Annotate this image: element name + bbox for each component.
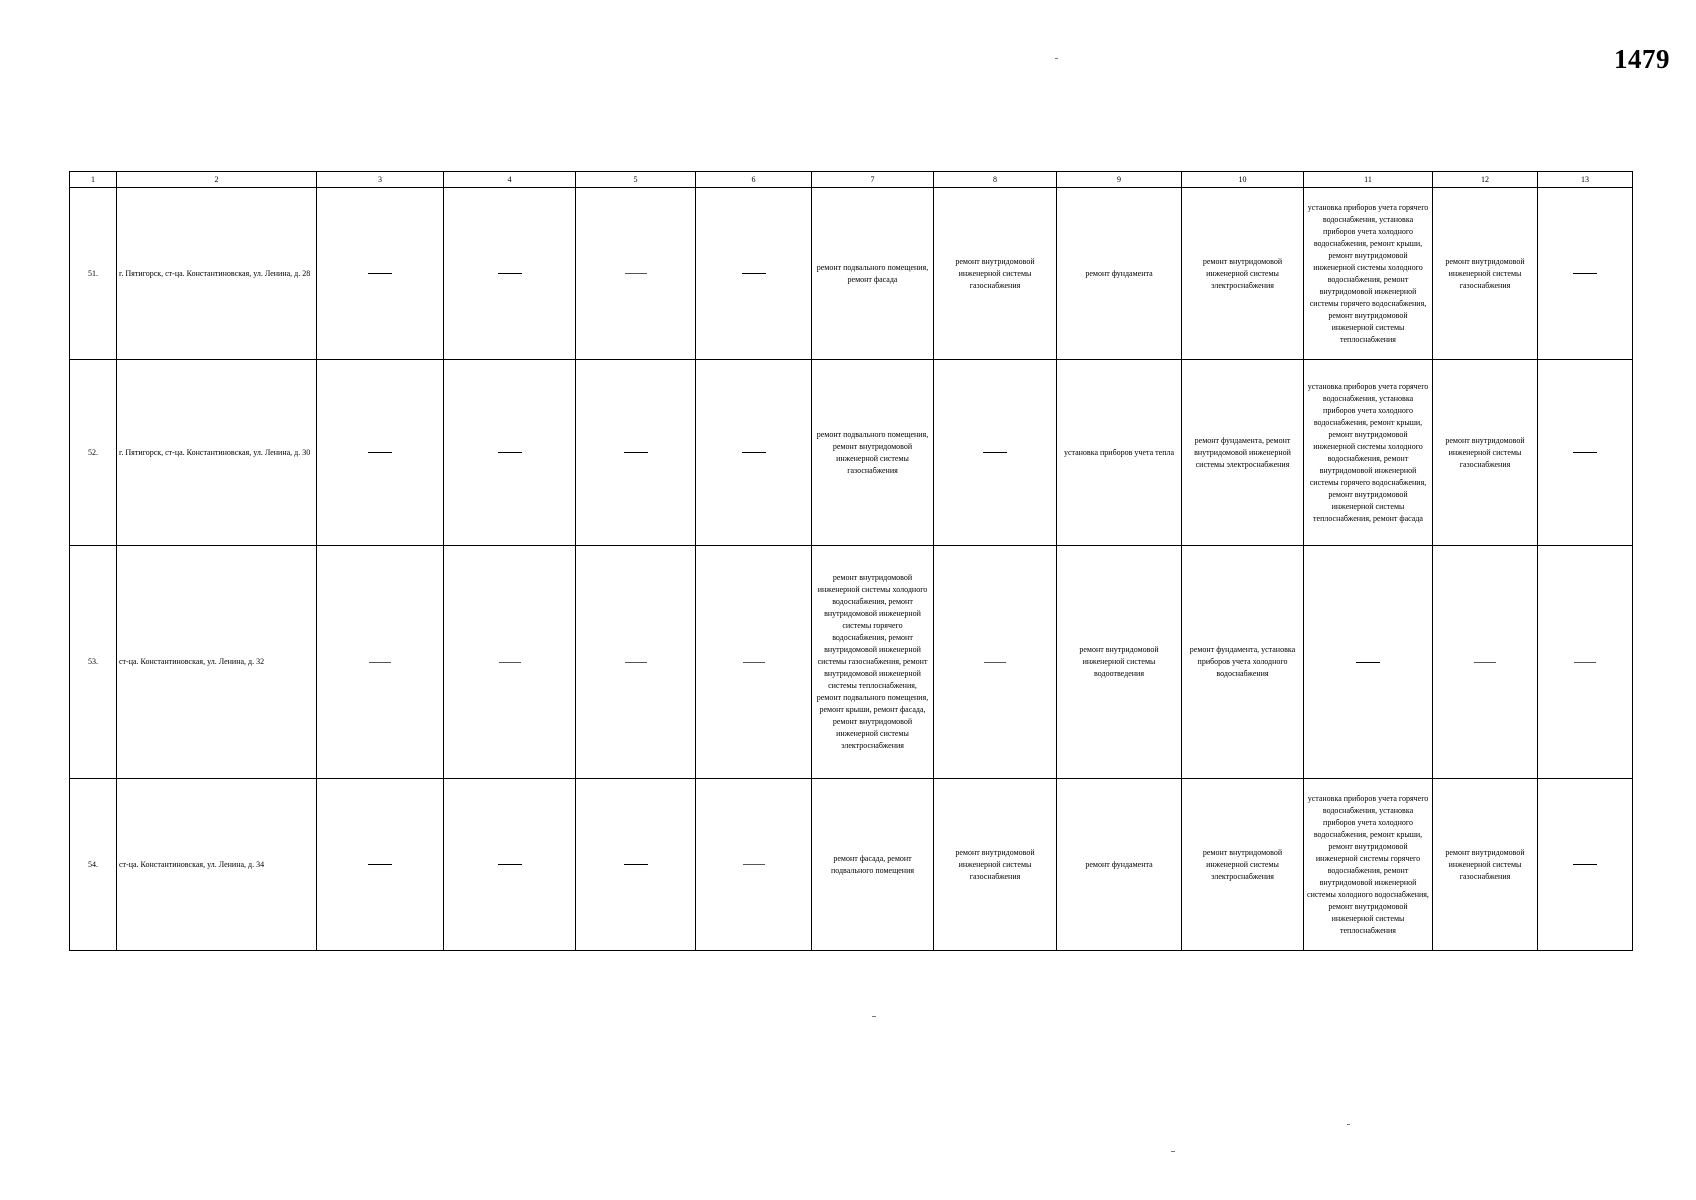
row-number: 54. [70,779,117,951]
empty-cell [444,188,576,360]
column-header: 4 [444,172,576,188]
dash-mark [369,662,391,663]
column-header: 10 [1182,172,1304,188]
work-cell: ремонт внутридомовой инженерной системы газоснабжения [934,779,1057,951]
dash-mark [499,662,521,663]
column-header: 12 [1433,172,1538,188]
work-cell: ремонт фундамента [1057,779,1182,951]
empty-cell [696,779,812,951]
scan-speck [872,1016,876,1017]
table-row [70,360,1633,546]
empty-cell [1538,360,1633,546]
row-number: 52. [70,360,117,546]
work-cell: ремонт внутридомовой инженерной системы водоотведения [1057,546,1182,779]
table-row [70,546,1633,779]
work-cell: ремонт внутридомовой инженерной системы газоснабжения [934,188,1057,360]
work-cell: ремонт фасада, ремонт подвального помещения [812,779,934,951]
column-header: 3 [317,172,444,188]
address-cell: ст-ца. Константиновская, ул. Ленина, д. 34 [117,779,317,951]
empty-cell [934,546,1057,779]
work-cell: ремонт подвального помещения, ремонт внутридомовой инженерной системы газоснабжения [812,360,934,546]
empty-cell [576,188,696,360]
repair-schedule-table [69,171,1633,951]
column-header: 1 [70,172,117,188]
column-header: 8 [934,172,1057,188]
dash-mark [1356,662,1380,663]
dash-mark [743,864,765,865]
dash-mark [1574,662,1596,663]
dash-mark [1573,452,1597,453]
dash-mark [498,452,522,453]
work-cell: ремонт внутридомовой инженерной системы газоснабжения [1433,779,1538,951]
dash-mark [984,662,1006,663]
dash-mark [368,864,392,865]
empty-cell [934,360,1057,546]
work-cell: установка приборов учета горячего водоснабжения, установка приборов учета холодного водоснабжения, ремонт крыши, ремонт внутридомовой инженерной системы горячего водоснабжения, ремонт внутридомовой инженерной системы холодного водоснабжения, ремонт внутридомовой инженерной системы теплоснабжения [1304,779,1433,951]
empty-cell [317,546,444,779]
scan-speck [1055,58,1058,59]
empty-cell [696,360,812,546]
empty-cell [317,188,444,360]
scan-speck [1171,1151,1175,1152]
column-header: 2 [117,172,317,188]
empty-cell [1538,188,1633,360]
page-number: 1479 [1614,44,1670,74]
empty-cell [576,779,696,951]
address-cell: ст-ца. Константиновская, ул. Ленина, д. 32 [117,546,317,779]
dash-mark [743,662,765,663]
dash-mark [624,452,648,453]
work-cell: ремонт внутридомовой инженерной системы электроснабжения [1182,188,1304,360]
empty-cell [1433,546,1538,779]
column-header: 6 [696,172,812,188]
empty-cell [444,546,576,779]
empty-cell [1538,546,1633,779]
work-cell: установка приборов учета горячего водоснабжения, установка приборов учета холодного водоснабжения, ремонт крыши, ремонт внутридомовой инженерной системы холодного водоснабжения, ремонт внутридомовой инженерной системы горячего водоснабжения, ремонт внутридомовой инженерной системы теплоснабжения, ремонт фасада [1304,360,1433,546]
dash-mark [625,273,647,274]
work-cell: ремонт внутридомовой инженерной системы газоснабжения [1433,188,1538,360]
row-number: 53. [70,546,117,779]
dash-mark [1573,864,1597,865]
dash-mark [368,273,392,274]
work-cell: ремонт подвального помещения, ремонт фасада [812,188,934,360]
address-cell: г. Пятигорск, ст-ца. Константиновская, ул. Ленина, д. 28 [117,188,317,360]
table-row [70,188,1633,360]
work-cell: ремонт внутридомовой инженерной системы холодного водоснабжения, ремонт внутридомовой инженерной системы горячего водоснабжения, ремонт внутридомовой инженерной системы газоснабжения, ремонт внутридомовой инженерной системы теплоснабжения, ремонт подвального помещения, ремонт крыши, ремонт фасада, ремонт внутридомовой инженерной системы электроснабжения [812,546,934,779]
empty-cell [317,779,444,951]
work-cell: ремонт фундамента, ремонт внутридомовой инженерной системы электроснабжения [1182,360,1304,546]
dash-mark [983,452,1007,453]
empty-cell [696,546,812,779]
work-cell: установка приборов учета горячего водоснабжения, установка приборов учета холодного водоснабжения, ремонт крыши, ремонт внутридомовой инженерной системы холодного водоснабжения, ремонт внутридомовой инженерной системы горячего водоснабжения, ремонт внутридомовой инженерной системы теплоснабжения [1304,188,1433,360]
column-header: 5 [576,172,696,188]
empty-cell [444,779,576,951]
column-header: 7 [812,172,934,188]
empty-cell [696,188,812,360]
column-header: 9 [1057,172,1182,188]
address-cell: г. Пятигорск, ст-ца. Константиновская, ул. Ленина, д. 30 [117,360,317,546]
scan-speck [1347,1124,1350,1125]
empty-cell [1538,779,1633,951]
dash-mark [624,864,648,865]
empty-cell [576,546,696,779]
work-cell: ремонт фундамента, установка приборов учета холодного водоснабжения [1182,546,1304,779]
work-cell: ремонт фундамента [1057,188,1182,360]
empty-cell [1304,546,1433,779]
dash-mark [498,273,522,274]
dash-mark [1573,273,1597,274]
column-number-row [70,172,1633,188]
dash-mark [498,864,522,865]
row-number: 51. [70,188,117,360]
work-cell: ремонт внутридомовой инженерной системы электроснабжения [1182,779,1304,951]
empty-cell [576,360,696,546]
empty-cell [444,360,576,546]
dash-mark [1474,662,1496,663]
work-cell: установка приборов учета тепла [1057,360,1182,546]
column-header: 13 [1538,172,1633,188]
dash-mark [742,452,766,453]
table-row [70,779,1633,951]
empty-cell [317,360,444,546]
dash-mark [742,273,766,274]
column-header: 11 [1304,172,1433,188]
work-cell: ремонт внутридомовой инженерной системы газоснабжения [1433,360,1538,546]
dash-mark [625,662,647,663]
dash-mark [368,452,392,453]
